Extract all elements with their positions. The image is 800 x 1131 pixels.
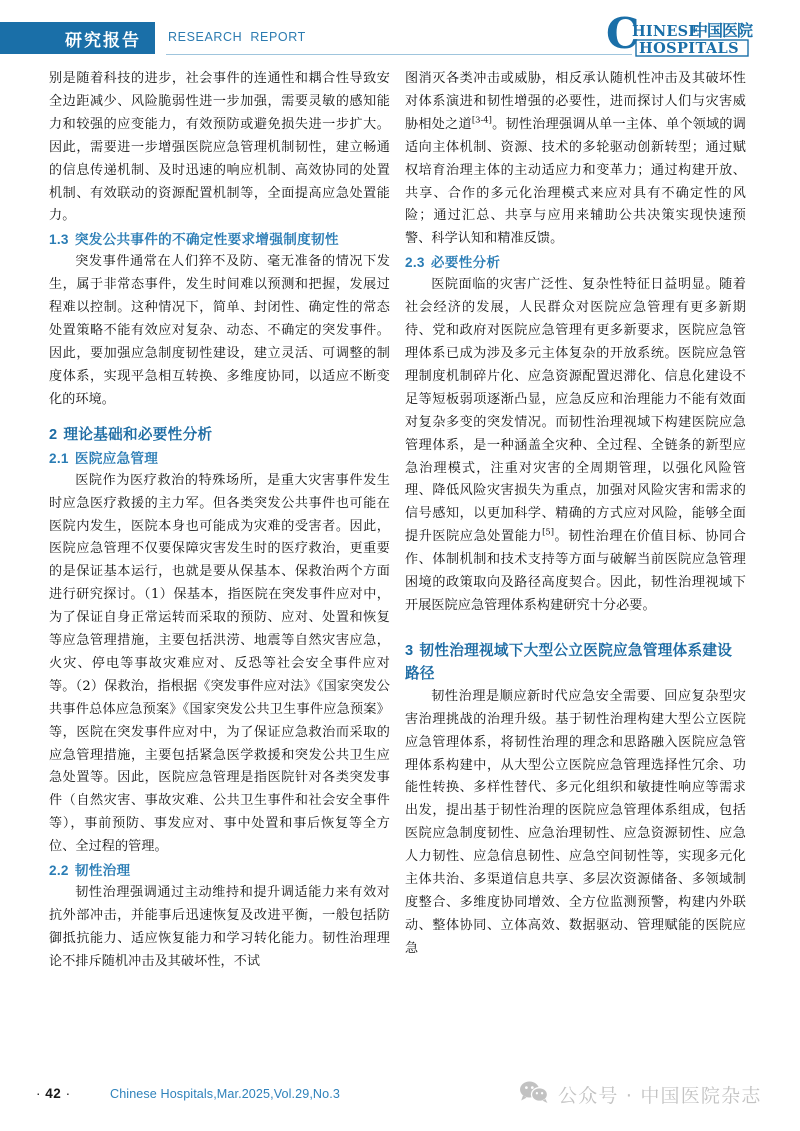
heading-2-3-number: 2.3 [405,255,425,271]
wechat-icon [519,1080,549,1108]
folio-dot-left: · [36,1086,41,1101]
paragraph-2-1: 医院作为医疗救治的特殊场所，是重大灾害事件发生时应急医疗救援的主力军。但各类突发公共事件也可能在医院内发生，医院本身也可能成为灾难的受害者。因此，医院应急管理不仅要保障灾害发生时的医疗救治，更重要的是保证基本运行，也就是要从保基本、保救治两个方面进行研究探讨。（1）保基本，指医院在突发事件应对中，为了保证自身正常运转而采取的预防、应对、处置和恢复等应急管理措施，主要包括洪涝、地震等自然灾害应急，火灾、停电等事故灾难应对、反恐等社会安全事件应对等。（2）保救治，指根据《突发事件应对法》《国家突发公共事件总体应急预案》《国家突发公共卫生事件应急预案》等，医院在突发事件应对中，为了保证应急救治而采取的应急管理措施，主要包括紧急医学救援和突发公共卫生应急处置等。因此，医院应急管理是指医院针对各类突发事件（自然灾害、事故灾难、公共卫生事件和社会安全事件等），事前预防、事发应对、事中处置和事后恢复等全方位、全过程的管理。 [49,472,390,855]
section-tag-chinese: 研究报告 [0,22,155,54]
heading-1-3 [49,228,390,251]
heading-1-3-number: 1.3 [49,232,69,248]
heading-2-2 [49,859,390,882]
journal-logo [606,14,782,58]
citation-ref-3-4: [3-4] [471,114,492,125]
heading-2-3 [405,251,746,274]
heading-2-text: 理论基础和必要性分析 [63,426,213,443]
spacer [405,618,746,640]
left-column [49,68,390,1068]
svg-text:HINESE: HINESE [632,23,700,40]
wechat-watermark [519,1080,762,1108]
paragraph-2-3 [405,274,746,618]
paragraph-2-2-text-after-citation: 。韧性治理强调从单一主体、单个领域的调适向主体机制、资源、技术的多轮驱动创新转型；通过赋权培育治理主体的主动适应力和变革力；通过构建开放、共享、合作的多元化治理模式来应对具有不确定性的风险；通过汇总、共享与应用来辅助公共决策实现快速预警、科学认知和精准反馈。 [405,116,747,247]
right-column [405,68,746,1068]
heading-2-2-number: 2.2 [49,863,69,879]
paragraph-2-2-text-before-citation: 图消灭各类冲击或威胁，相反承认随机性冲击及其破坏性对体系演进和韧性增强的必要性，进而探讨人们与灾害威胁相处之道 [405,71,746,132]
page-number: 42 [45,1086,62,1101]
journal-citation: Chinese Hospitals,Mar.2025,Vol.29,No.3 [110,1087,340,1101]
citation-ref-5: [5] [542,526,555,537]
folio-dot-right: · [65,1086,71,1101]
heading-2-number: 2 [49,426,58,443]
svg-text:HOSPITALS: HOSPITALS [639,40,740,57]
header-divider [166,54,632,55]
heading-3-text: 韧性治理视域下大型公立医院应急管理体系建设路径 [405,642,733,682]
spacer [49,412,390,424]
paragraph-3: 韧性治理是顺应新时代应急安全需要、回应复杂型灾害治理挑战的治理升级。基于韧性治理构建大型公立医院应急管理体系，将韧性治理的理念和思路融入医院应急管理体系构建中，从大型公立医院应急管理选择性冗余、功能性转换、多样性替代、多元化组织和敏捷性响应等需求出发，提出基于韧性治理的医院应急管理体系组成，包括医院应急制度韧性、应急治理韧性、应急资源韧性、应急人力韧性、应急信息韧性、应急空间韧性等，实现多元化主体共治、多渠道信息共享、多层次资源储备、多领域制度整合、多维度协同增效、全方位监测预警，构建内外联动、整体协同、立体高效、数据驱动、管理赋能的医院应急 [405,688,746,956]
wechat-watermark-text: 公众号 · 中国医院杂志 [558,1084,762,1107]
paragraph-2-3-text-before-citation: 医院面临的灾害广泛性、复杂性特征日益明显。随着社会经济的发展，人民群众对医院应急管理有更多新期待、党和政府对医院应急管理有更多新要求，医院应急管理体系已成为涉及多元主体复杂的开放系统。医院应急管理制度机制碎片化、应急资源配置迟滞化、信息化建设不足等短板弱项逐渐凸显，应急反应和治理能力不能有效面对复杂多变的突发情况。而韧性治理视域下构建医院应急管理体系，是一种涵盖全灾种、全过程、全链条的新型应急治理模式，注重对灾害的全周期管理，以强化风险管理、降低风险灾害损失为重点，加强对风险灾害和需求的信号感知，以更加科学、精确的方式应对风险，能够全面提升医院应急处置能力 [405,277,746,545]
section-tag-english: RESEARCH REPORT [168,30,306,44]
paragraph-2-3-text-after-citation: 。韧性治理在价值目标、协同合作、体制机制和技术支持等方面与破解当前医院应急管理困境的政策取向及路径高度契合。因此，韧性治理视域下开展医院应急管理体系构建研究十分必要。 [405,529,747,613]
journal-logo-svg [606,14,782,58]
heading-3 [405,640,746,686]
heading-2-1-text: 医院应急管理 [74,450,159,466]
svg-text:中国医院: 中国医院 [692,21,753,40]
page-folio [36,1086,71,1101]
paragraph-1-3: 突发事件通常在人们猝不及防、毫无准备的情况下发生，属于非常态事件，发生时间难以预测和把握，发展过程难以控制。这种情况下，简单、封闭性、确定性的常态处置策略不能有效应对复杂、动态、不确定的突发事件。因此，要加强应急制度韧性建设，建立灵活、可调整的制度体系，实现平急相互转换、多维度协同，以适应不断变化的环境。 [49,254,390,407]
heading-2-1 [49,447,390,470]
heading-3-number: 3 [405,642,414,659]
paragraph-2-2-part-a: 韧性治理强调通过主动维持和提升调适能力来有效对抗外部冲击，并能事后迅速恢复及改进平衡，一般包括防御抵抗能力、适应恢复能力和学习转化能力。韧性治理理论不排斥随机冲击及其破坏性，不试 [49,885,390,969]
page-footer [0,1078,800,1118]
svg-text:C: C [606,14,640,58]
paragraph-continued: 别是随着科技的进步，社会事件的连通性和耦合性导致安全边距减少、风险脆弱性进一步加强，需要灵敏的感知能力和较强的应变能力，有效预防或避免损失进一步扩大。因此，需要进一步增强医院应急管理机制韧性，建立畅通的信息传递机制、及时迅速的响应机制、高效协同的处置机制、有效联动的资源配置机制等，全面提高应急处置能力。 [49,71,390,224]
heading-1-3-text: 突发公共事件的不确定性要求增强制度韧性 [74,232,339,248]
paragraph-2-2-part-b [405,68,746,251]
heading-2-1-number: 2.1 [49,450,69,466]
heading-2-3-text: 必要性分析 [430,255,501,271]
heading-2 [49,424,390,447]
heading-2-2-text: 韧性治理 [74,863,131,879]
page-header [0,0,800,64]
